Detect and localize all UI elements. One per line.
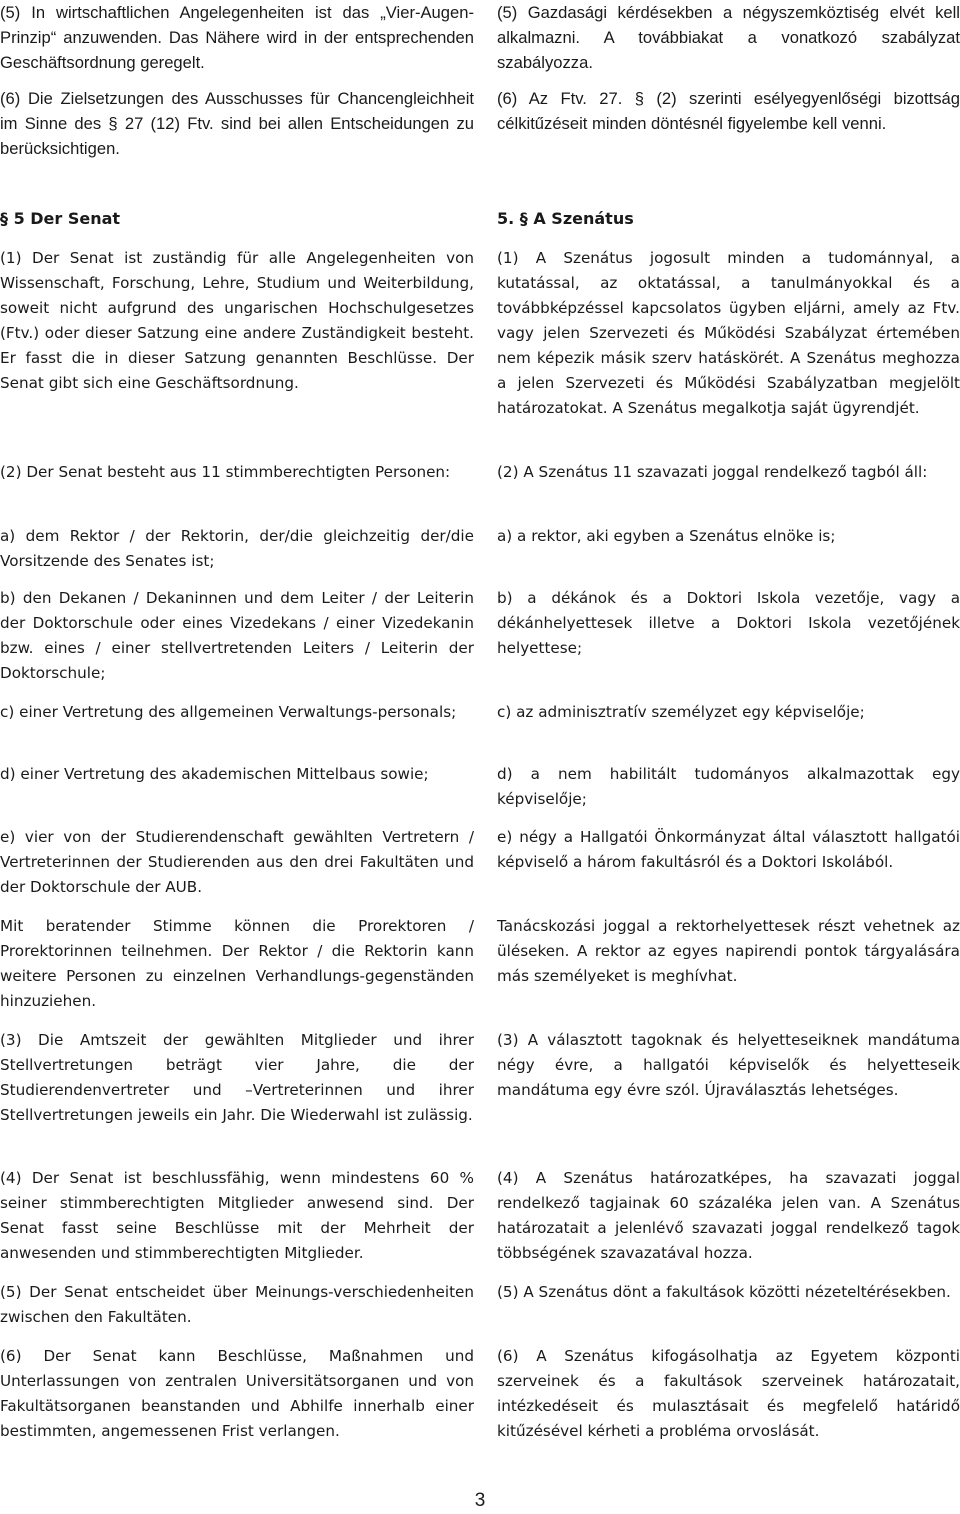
de-section-heading: § 5 Der Senat — [0, 209, 121, 228]
de-paragraph-2: (2) Der Senat besteht aus 11 stimmberechtigten Personen: — [0, 463, 451, 481]
hu-paragraph-2a: a) a rektor, aki egyben a Szenátus elnöke is; — [497, 527, 836, 545]
hu-paragraph-2c: c) az adminisztratív személyzet egy képviselője; — [497, 703, 865, 721]
page-number: 3 — [474, 1490, 486, 1511]
de-paragraph-5: (5) Der Senat entscheidet über Meinungs-verschiedenheiten zwischen den Fakultäten. — [0, 1283, 474, 1326]
hu-paragraph-1: (1) A Szenátus jogosult minden a tudománnyal, a kutatással, az oktatással, a tanulmányokkal és a továbbképzéssel kapcsolatos ügyben eljárni, amely az Ftv. vagy jelen Szervezeti és Működési Szabályzat értemében nem képezik másik szerv hatáskörét. A Szenátus meghozza a jelen Szervezeti és Működési Szabályzatban megjelölt határozatokat. A Szenátus megalkotja saját ügyrendjét. — [497, 249, 960, 417]
hu-paragraph-2d: d) a nem habilitált tudományos alkalmazottak egy képviselője; — [497, 765, 960, 808]
de-prev-paragraph-6: (6) Die Zielsetzungen des Ausschusses für Chancengleichheit im Sinne des § 27 (12) Ftv. sind bei allen Entscheidungen zu berücksichtigen. — [0, 89, 474, 158]
de-paragraph-1: (1) Der Senat ist zuständig für alle Angelegenheiten von Wissenschaft, Forschung, Lehre, Studium und Weiterbildung, soweit nicht aufgrund des ungarischen Hochschulgesetzes (Ftv.) oder dieser Satzung eine andere Zuständigkeit besteht. Er fasst die in dieser Satzung genannten Beschlüsse. Der Senat gibt sich eine Geschäftsordnung. — [0, 249, 474, 392]
hu-paragraph-2: (2) A Szenátus 11 szavazati joggal rendelkező tagból áll: — [497, 463, 928, 481]
hu-paragraph-5: (5) A Szenátus dönt a fakultások közötti nézeteltérésekben. — [497, 1283, 951, 1301]
hu-prev-paragraph-5: (5) Gazdasági kérdésekben a négyszemköztiség elvét kell alkalmazni. A továbbiakat a vonatkozó szabályzat szabályozza. — [497, 3, 960, 72]
hu-paragraph-2e: e) négy a Hallgatói Önkormányzat által választott hallgatói képviselő a három fakultásról és a Doktori Iskolából. — [497, 828, 960, 871]
de-paragraph-2b: b) den Dekanen / Dekaninnen und dem Leiter / der Leiterin der Doktorschule oder eines Vizedekans / einer Vizedekanin bzw. eines / einer stellvertretenden Leiters / Leiterin der Doktorschule; — [0, 589, 474, 682]
de-paragraph-6: (6) Der Senat kann Beschlüsse, Maßnahmen und Unterlassungen von zentralen Universitätsorganen und von Fakultätsorganen beanstanden und Abhilfe innerhalb einer bestimmten, angemessenen Frist verlangen. — [0, 1347, 474, 1440]
de-paragraph-3: (3) Die Amtszeit der gewählten Mitglieder und ihrer Stellvertretungen beträgt vier Jahre, die der Studierendenvertreter und –Vertreterinnen und ihrer Stellvertretungen jeweils ein Jahr. Die Wiederwahl ist zulässig. — [0, 1031, 474, 1124]
de-paragraph-2f: Mit beratender Stimme können die Prorektoren / Prorektorinnen teilnehmen. Der Rektor / die Rektorin kann weitere Personen zu einzelnen Verhandlungs-gegenständen hinzuziehen. — [0, 917, 474, 1010]
hu-section-heading: 5. § A Szenátus — [497, 209, 634, 228]
hu-paragraph-2b: b) a dékánok és a Doktori Iskola vezetője, vagy a dékánhelyettesek illetve a Doktori Iskola vezetőjének helyettese; — [497, 589, 960, 657]
hu-paragraph-3: (3) A választott tagoknak és helyetteseiknek mandátuma négy évre, a hallgatói képviselők és helyetteseik mandátuma egy évre szól. Újraválasztás lehetséges. — [497, 1031, 960, 1099]
hu-paragraph-2f: Tanácskozási joggal a rektorhelyettesek részt vehetnek az üléseken. A rektor az egyes napirendi pontok tárgyalására más személyeket is meghívhat. — [497, 917, 960, 985]
de-paragraph-4: (4) Der Senat ist beschlussfähig, wenn mindestens 60 % seiner stimmberechtigten Mitglieder anwesend sind. Der Senat fasst seine Beschlüsse mit der Mehrheit der anwesenden und stimmberechtigten Mitglieder. — [0, 1169, 474, 1262]
hu-paragraph-6: (6) A Szenátus kifogásolhatja az Egyetem központi szerveinek és a fakultások szerveinek határozatait, intézkedéseit és mulasztásait és megfelelő határidő kitűzésével kérheti a probléma orvoslását. — [497, 1347, 960, 1440]
hu-paragraph-4: (4) A Szenátus határozatképes, ha szavazati joggal rendelkező tagjainak 60 százaléka jelen van. A Szenátus határozatait a jelenlévő szavazati joggal rendelkező tagok többségének szavazatával hozza. — [497, 1169, 960, 1262]
de-paragraph-2e: e) vier von der Studierendenschaft gewählten Vertretern / Vertreterinnen der Studierenden aus den drei Fakultäten und der Doktorschule der AUB. — [0, 828, 474, 896]
de-prev-paragraph-5: (5) In wirtschaftlichen Angelegenheiten ist das „Vier-Augen-Prinzip“ anzuwenden. Das Nähere wird in der entsprechenden Geschäftsordnung geregelt. — [0, 3, 474, 72]
de-paragraph-2a: a) dem Rektor / der Rektorin, der/die gleichzeitig der/die Vorsitzende des Senates ist; — [0, 527, 474, 570]
de-paragraph-2d: d) einer Vertretung des akademischen Mittelbaus sowie; — [0, 765, 429, 783]
hu-prev-paragraph-6: (6) Az Ftv. 27. § (2) szerinti esélyegyenlőségi bizottság célkitűzéseit minden döntésnél figyelembe kell venni. — [497, 89, 960, 133]
de-paragraph-2c: c) einer Vertretung des allgemeinen Verwaltungs-personals; — [0, 703, 457, 721]
